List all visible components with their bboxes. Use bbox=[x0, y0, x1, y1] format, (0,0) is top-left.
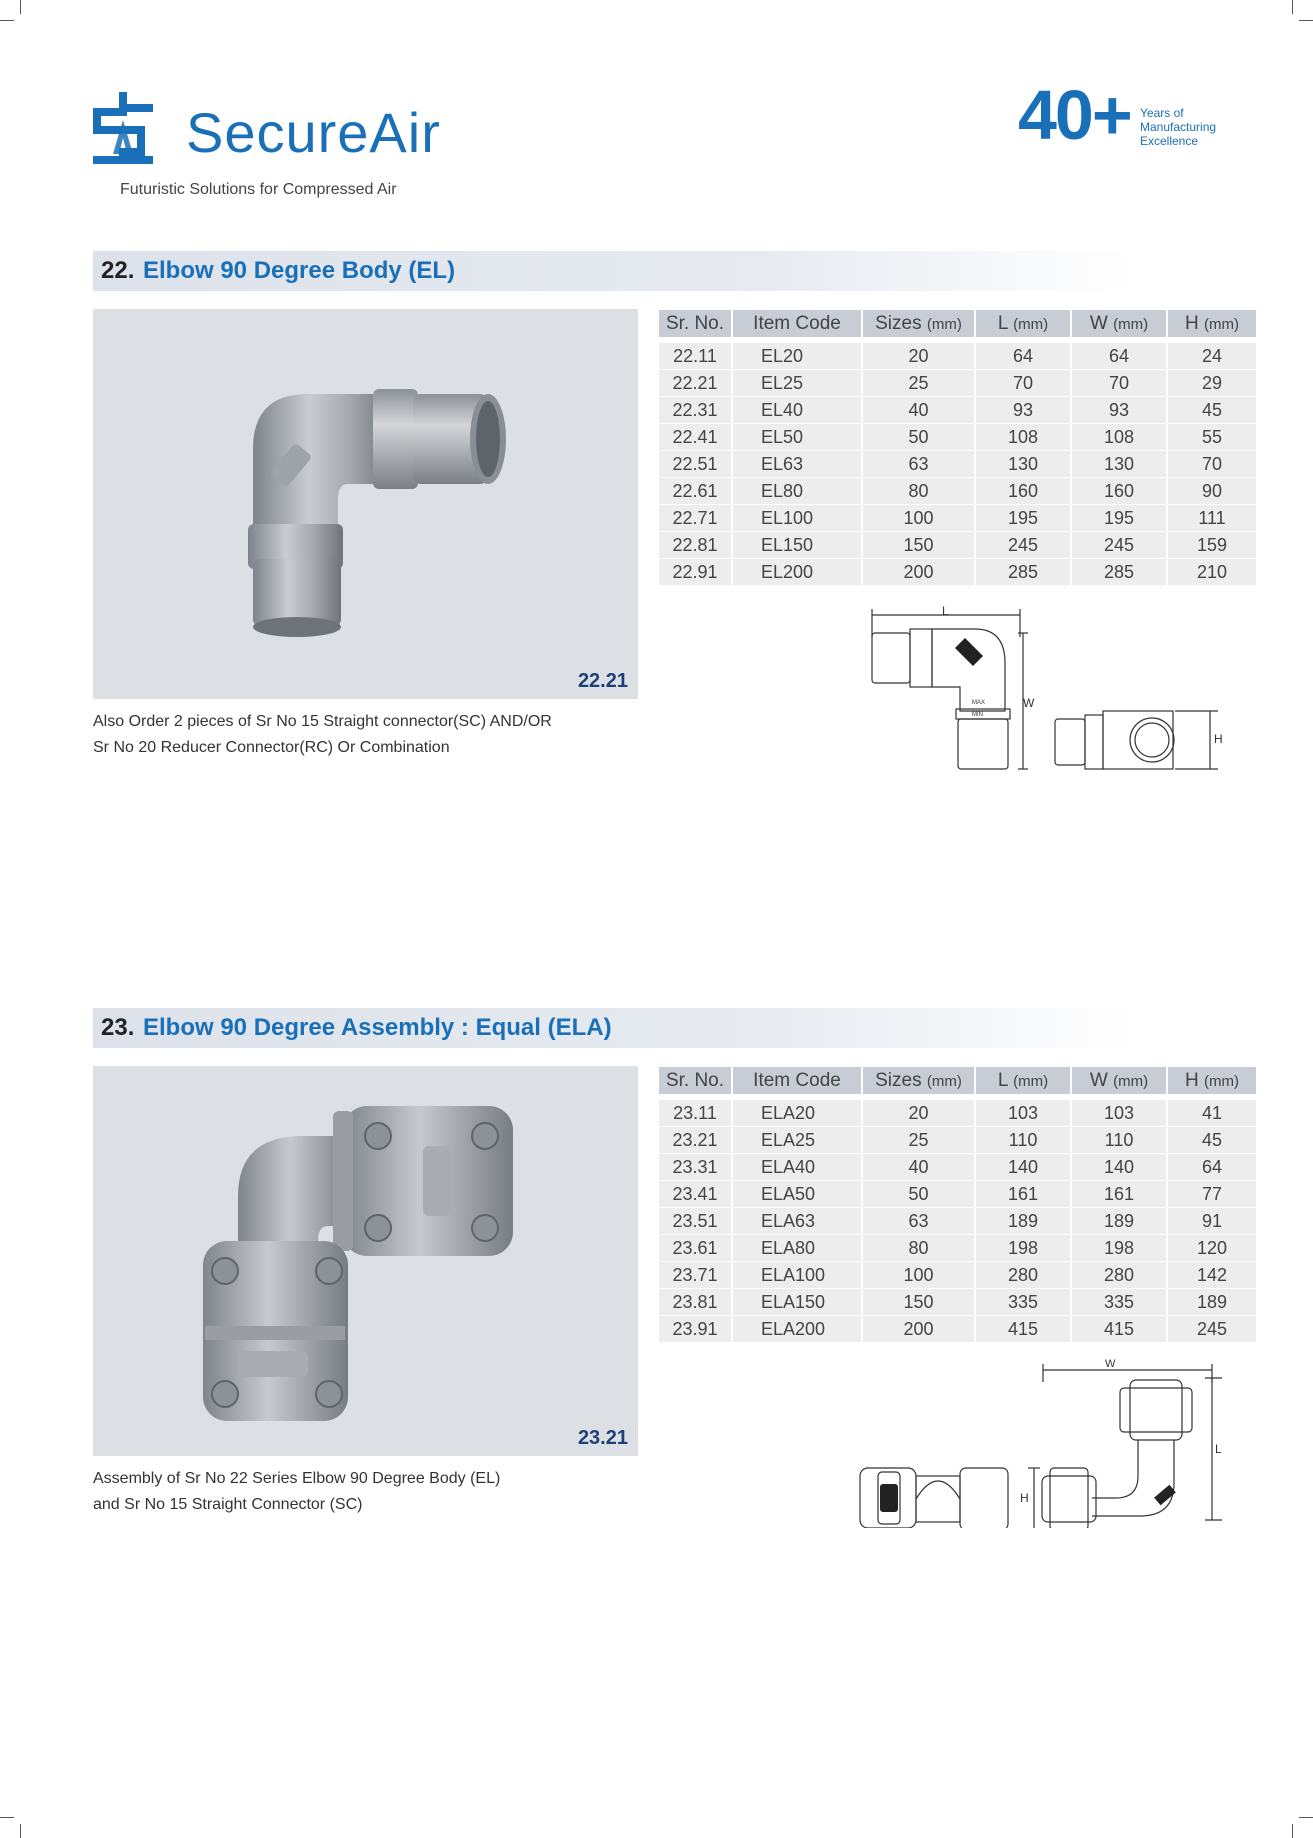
dim-label-min: MIN bbox=[972, 712, 983, 718]
product-photo-elbow-body bbox=[93, 309, 638, 699]
col-label: Sizes bbox=[875, 1069, 922, 1091]
brand-logo bbox=[93, 92, 441, 202]
note-line: Assembly of Sr No 22 Series Elbow 90 Degree Body (EL) bbox=[93, 1470, 501, 1487]
dim-label-max: MAX bbox=[972, 700, 986, 706]
cell-size: 40 bbox=[863, 1154, 974, 1181]
cell-item-code: EL63 bbox=[733, 451, 861, 478]
table-row bbox=[659, 451, 1256, 478]
cell-w: 130 bbox=[1072, 451, 1166, 478]
photo-caption: 23.21 bbox=[577, 1427, 628, 1449]
secureair-logo-icon bbox=[93, 92, 153, 168]
cell-size: 50 bbox=[863, 1181, 974, 1208]
cell-w: 108 bbox=[1072, 424, 1166, 451]
table-row bbox=[659, 505, 1256, 532]
note-line: and Sr No 15 Straight Connector (SC) bbox=[93, 1496, 363, 1513]
table-row bbox=[659, 370, 1256, 397]
col-sizes bbox=[863, 310, 974, 337]
cell-h: 45 bbox=[1168, 397, 1256, 424]
col-label: Sizes bbox=[875, 312, 922, 334]
elbow-body-dimension-drawing bbox=[860, 603, 1225, 773]
table-row bbox=[659, 1100, 1256, 1127]
cell-sr-no: 23.71 bbox=[659, 1262, 731, 1289]
assembly-note bbox=[93, 1466, 653, 1518]
cell-l: 189 bbox=[976, 1208, 1070, 1235]
cell-size: 200 bbox=[863, 559, 974, 586]
col-unit: (mm) bbox=[926, 315, 962, 333]
cell-l: 64 bbox=[976, 343, 1070, 370]
cell-sr-no: 23.11 bbox=[659, 1100, 731, 1127]
col-label: H bbox=[1185, 1069, 1199, 1091]
cell-l: 335 bbox=[976, 1289, 1070, 1316]
col-unit: (mm) bbox=[1013, 315, 1049, 333]
table-row bbox=[659, 1181, 1256, 1208]
cell-size: 150 bbox=[863, 1289, 974, 1316]
table-header-row bbox=[659, 1067, 1256, 1094]
cell-w: 415 bbox=[1072, 1316, 1166, 1343]
table-row bbox=[659, 1235, 1256, 1262]
cell-h: 159 bbox=[1168, 532, 1256, 559]
elbow-body-illustration bbox=[93, 309, 638, 699]
spec-table-ela bbox=[657, 1067, 1258, 1343]
col-label: H bbox=[1185, 312, 1199, 334]
product-photo-elbow-assembly bbox=[93, 1066, 638, 1456]
cell-l: 160 bbox=[976, 478, 1070, 505]
cell-size: 20 bbox=[863, 343, 974, 370]
col-unit: (mm) bbox=[1113, 1072, 1149, 1090]
crop-mark bbox=[1292, 1824, 1293, 1838]
table-row bbox=[659, 559, 1256, 586]
col-w bbox=[1072, 310, 1166, 337]
cell-sr-no: 23.31 bbox=[659, 1154, 731, 1181]
cell-l: 285 bbox=[976, 559, 1070, 586]
crop-mark bbox=[1299, 20, 1313, 21]
section-number: 23. bbox=[101, 1014, 135, 1041]
dim-label-h: H bbox=[1214, 732, 1223, 746]
cell-sr-no: 22.61 bbox=[659, 478, 731, 505]
cell-sr-no: 22.11 bbox=[659, 343, 731, 370]
cell-w: 280 bbox=[1072, 1262, 1166, 1289]
table-row bbox=[659, 1127, 1256, 1154]
cell-l: 280 bbox=[976, 1262, 1070, 1289]
table-row bbox=[659, 1262, 1256, 1289]
dim-label-w: W bbox=[1105, 1358, 1116, 1370]
cell-size: 100 bbox=[863, 1262, 974, 1289]
cell-sr-no: 22.31 bbox=[659, 397, 731, 424]
table-row bbox=[659, 478, 1256, 505]
section-header-22 bbox=[93, 251, 1133, 291]
cell-w: 245 bbox=[1072, 532, 1166, 559]
cell-item-code: ELA20 bbox=[733, 1100, 861, 1127]
cell-h: 91 bbox=[1168, 1208, 1256, 1235]
cell-l: 140 bbox=[976, 1154, 1070, 1181]
cell-sr-no: 23.21 bbox=[659, 1127, 731, 1154]
cell-item-code: EL80 bbox=[733, 478, 861, 505]
cell-w: 110 bbox=[1072, 1127, 1166, 1154]
section-number: 22. bbox=[101, 257, 135, 284]
cell-h: 120 bbox=[1168, 1235, 1256, 1262]
cell-sr-no: 22.91 bbox=[659, 559, 731, 586]
cell-item-code: ELA63 bbox=[733, 1208, 861, 1235]
table-row bbox=[659, 397, 1256, 424]
cell-item-code: EL25 bbox=[733, 370, 861, 397]
table-row bbox=[659, 1154, 1256, 1181]
cell-size: 20 bbox=[863, 1100, 974, 1127]
col-unit: (mm) bbox=[1113, 315, 1149, 333]
cell-w: 103 bbox=[1072, 1100, 1166, 1127]
badge-number: 40+ bbox=[1018, 76, 1131, 154]
table-row bbox=[659, 1208, 1256, 1235]
col-label: L bbox=[997, 1069, 1008, 1091]
cell-size: 50 bbox=[863, 424, 974, 451]
cell-w: 335 bbox=[1072, 1289, 1166, 1316]
spec-table-el bbox=[657, 310, 1258, 586]
cell-sr-no: 23.41 bbox=[659, 1181, 731, 1208]
col-sr-no: Sr. No. bbox=[659, 310, 731, 337]
cell-w: 198 bbox=[1072, 1235, 1166, 1262]
cell-h: 189 bbox=[1168, 1289, 1256, 1316]
cell-w: 70 bbox=[1072, 370, 1166, 397]
cell-h: 90 bbox=[1168, 478, 1256, 505]
table-header-row bbox=[659, 310, 1256, 337]
cell-l: 245 bbox=[976, 532, 1070, 559]
cell-sr-no: 22.71 bbox=[659, 505, 731, 532]
cell-w: 140 bbox=[1072, 1154, 1166, 1181]
cell-h: 64 bbox=[1168, 1154, 1256, 1181]
badge-text bbox=[1140, 106, 1216, 148]
cell-h: 41 bbox=[1168, 1100, 1256, 1127]
cell-item-code: ELA80 bbox=[733, 1235, 861, 1262]
cell-size: 80 bbox=[863, 478, 974, 505]
cell-item-code: ELA150 bbox=[733, 1289, 861, 1316]
cell-item-code: EL40 bbox=[733, 397, 861, 424]
dim-label-l: L bbox=[942, 604, 949, 618]
cell-w: 160 bbox=[1072, 478, 1166, 505]
cell-size: 63 bbox=[863, 451, 974, 478]
cell-item-code: EL20 bbox=[733, 343, 861, 370]
cell-size: 25 bbox=[863, 1127, 974, 1154]
cell-item-code: EL50 bbox=[733, 424, 861, 451]
cell-sr-no: 22.51 bbox=[659, 451, 731, 478]
col-item-code: Item Code bbox=[733, 1067, 861, 1094]
cell-l: 198 bbox=[976, 1235, 1070, 1262]
crop-mark bbox=[1292, 0, 1293, 14]
cell-h: 245 bbox=[1168, 1316, 1256, 1343]
section-title: Elbow 90 Degree Body (EL) bbox=[143, 257, 456, 284]
dim-label-h: H bbox=[1020, 1491, 1029, 1505]
crop-mark bbox=[20, 0, 21, 14]
col-unit: (mm) bbox=[1204, 315, 1239, 333]
cell-item-code: EL200 bbox=[733, 559, 861, 586]
cell-item-code: ELA100 bbox=[733, 1262, 861, 1289]
dim-label-l: L bbox=[1215, 1442, 1222, 1456]
cell-sr-no: 23.91 bbox=[659, 1316, 731, 1343]
cell-size: 63 bbox=[863, 1208, 974, 1235]
table-body bbox=[659, 1094, 1256, 1343]
col-unit: (mm) bbox=[1204, 1072, 1239, 1090]
cell-w: 93 bbox=[1072, 397, 1166, 424]
section-title: Elbow 90 Degree Assembly : Equal (ELA) bbox=[143, 1014, 612, 1041]
photo-caption: 22.21 bbox=[577, 670, 628, 692]
cell-h: 210 bbox=[1168, 559, 1256, 586]
col-sizes bbox=[863, 1067, 974, 1094]
cell-sr-no: 22.21 bbox=[659, 370, 731, 397]
badge-line: Manufacturing bbox=[1140, 120, 1217, 134]
col-h bbox=[1168, 310, 1256, 337]
cell-w: 285 bbox=[1072, 559, 1166, 586]
col-l bbox=[976, 1067, 1070, 1094]
cell-item-code: ELA200 bbox=[733, 1316, 861, 1343]
order-note bbox=[93, 709, 653, 761]
section-header-23 bbox=[93, 1008, 1133, 1048]
cell-l: 130 bbox=[976, 451, 1070, 478]
col-unit: (mm) bbox=[926, 1072, 962, 1090]
cell-h: 70 bbox=[1168, 451, 1256, 478]
cell-h: 77 bbox=[1168, 1181, 1256, 1208]
badge-line: Excellence bbox=[1140, 134, 1199, 148]
cell-l: 415 bbox=[976, 1316, 1070, 1343]
cell-item-code: ELA50 bbox=[733, 1181, 861, 1208]
table-row bbox=[659, 343, 1256, 370]
cell-h: 29 bbox=[1168, 370, 1256, 397]
elbow-assembly-illustration bbox=[93, 1066, 638, 1456]
col-label: L bbox=[997, 312, 1008, 334]
col-label: W bbox=[1089, 312, 1108, 334]
cell-w: 64 bbox=[1072, 343, 1166, 370]
cell-item-code: EL100 bbox=[733, 505, 861, 532]
cell-sr-no: 23.51 bbox=[659, 1208, 731, 1235]
cell-l: 70 bbox=[976, 370, 1070, 397]
table-row bbox=[659, 424, 1256, 451]
brand-name: SecureAir bbox=[186, 101, 441, 164]
cell-sr-no: 23.61 bbox=[659, 1235, 731, 1262]
cell-l: 103 bbox=[976, 1100, 1070, 1127]
cell-item-code: ELA40 bbox=[733, 1154, 861, 1181]
cell-h: 142 bbox=[1168, 1262, 1256, 1289]
cell-w: 195 bbox=[1072, 505, 1166, 532]
cell-size: 100 bbox=[863, 505, 974, 532]
cell-item-code: ELA25 bbox=[733, 1127, 861, 1154]
cell-l: 108 bbox=[976, 424, 1070, 451]
cell-h: 55 bbox=[1168, 424, 1256, 451]
note-line: Sr No 20 Reducer Connector(RC) Or Combination bbox=[93, 739, 450, 756]
note-line: Also Order 2 pieces of Sr No 15 Straight connector(SC) AND/OR bbox=[93, 713, 552, 730]
cell-l: 110 bbox=[976, 1127, 1070, 1154]
brand-tagline: Futuristic Solutions for Compressed Air bbox=[120, 181, 397, 198]
cell-h: 24 bbox=[1168, 343, 1256, 370]
col-sr-no: Sr. No. bbox=[659, 1067, 731, 1094]
cell-l: 93 bbox=[976, 397, 1070, 424]
cell-size: 80 bbox=[863, 1235, 974, 1262]
col-label: W bbox=[1089, 1069, 1108, 1091]
table-row bbox=[659, 532, 1256, 559]
cell-size: 200 bbox=[863, 1316, 974, 1343]
cell-size: 25 bbox=[863, 370, 974, 397]
cell-h: 45 bbox=[1168, 1127, 1256, 1154]
cell-w: 161 bbox=[1072, 1181, 1166, 1208]
table-body bbox=[659, 337, 1256, 586]
cell-sr-no: 22.41 bbox=[659, 424, 731, 451]
cell-size: 40 bbox=[863, 397, 974, 424]
table-row bbox=[659, 1316, 1256, 1343]
cell-sr-no: 22.81 bbox=[659, 532, 731, 559]
crop-mark bbox=[1299, 1817, 1313, 1818]
badge-line: Years of bbox=[1140, 106, 1184, 120]
dim-label-w: W bbox=[1023, 696, 1035, 710]
crop-mark bbox=[0, 1817, 14, 1818]
crop-mark bbox=[20, 1824, 21, 1838]
crop-mark bbox=[0, 20, 14, 21]
col-item-code: Item Code bbox=[733, 310, 861, 337]
elbow-assembly-dimension-drawing bbox=[850, 1358, 1225, 1528]
cell-size: 150 bbox=[863, 532, 974, 559]
cell-item-code: EL150 bbox=[733, 532, 861, 559]
col-unit: (mm) bbox=[1013, 1072, 1049, 1090]
table-row bbox=[659, 1289, 1256, 1316]
cell-sr-no: 23.81 bbox=[659, 1289, 731, 1316]
cell-l: 161 bbox=[976, 1181, 1070, 1208]
col-w bbox=[1072, 1067, 1166, 1094]
col-l bbox=[976, 310, 1070, 337]
cell-l: 195 bbox=[976, 505, 1070, 532]
cell-w: 189 bbox=[1072, 1208, 1166, 1235]
cell-h: 111 bbox=[1168, 505, 1256, 532]
years-badge bbox=[1018, 76, 1228, 156]
col-h bbox=[1168, 1067, 1256, 1094]
